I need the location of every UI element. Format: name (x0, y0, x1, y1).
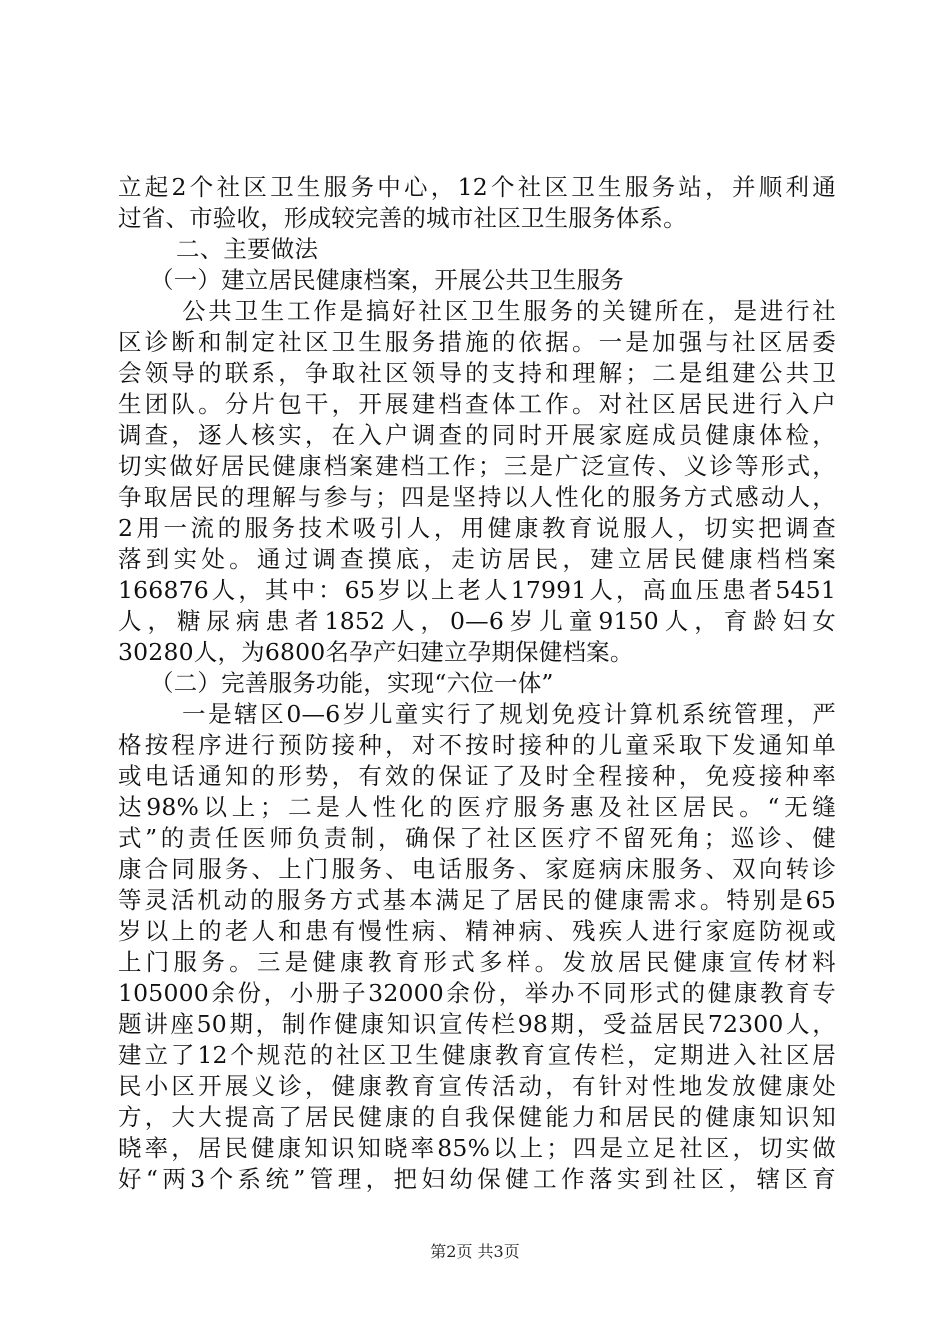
paragraph-first-line: 公共卫生工作是搞好社区卫生服务的关键所在，是进行社 (182, 297, 836, 325)
text-line: 达98%以上；二是人性化的医疗服务惠及社区居民。“无缝 (118, 793, 836, 821)
text-line: 生团队。分片包干，开展建档查体工作。对社区居民进行入户 (118, 390, 836, 418)
section-heading: 二、主要做法 (176, 235, 319, 263)
text-line: 落到实处。通过调查摸底，走访居民，建立居民健康档档案 (118, 545, 836, 573)
text-line: 区诊断和制定社区卫生服务措施的依据。一是加强与社区居委 (118, 328, 836, 356)
subsection-heading: （二）完善服务功能，实现“六位一体” (150, 669, 554, 697)
text-line: 式”的责任医师负责制，确保了社区医疗不留死角；巡诊、健 (118, 824, 836, 852)
text-line: 上门服务。三是健康教育形式多样。发放居民健康宣传材料 (118, 948, 836, 976)
text-line: 好“两3个系统”管理，把妇幼保健工作落实到社区，辖区育 (118, 1165, 836, 1193)
text-line: 调查，逐人核实，在入户调查的同时开展家庭成员健康体检， (118, 421, 836, 449)
text-line: 建立了12个规范的社区卫生健康教育宣传栏，定期进入社区居 (118, 1041, 836, 1069)
text-line: 切实做好居民健康档案建档工作；三是广泛宣传、义诊等形式， (118, 452, 836, 480)
document-body (118, 172, 836, 1195)
text-line: 格按程序进行预防接种，对不按时接种的儿童采取下发通知单 (118, 731, 836, 759)
text-line: 等灵活机动的服务方式基本满足了居民的健康需求。特别是65 (118, 886, 836, 914)
text-line: 晓率，居民健康知识知晓率85%以上；四是立足社区，切实做 (118, 1134, 836, 1162)
text-line: 岁以上的老人和患有慢性病、精神病、残疾人进行家庭防视或 (118, 917, 836, 945)
text-line: 方，大大提高了居民健康的自我保健能力和居民的健康知识知 (118, 1103, 836, 1131)
text-line: 争取居民的理解与参与；四是坚持以人性化的服务方式感动人， (118, 483, 836, 511)
text-line: 人，糖尿病患者1852人，0—6岁儿童9150人，育龄妇女 (118, 607, 836, 635)
page-footer: 第2页 共3页 (430, 1242, 520, 1261)
text-line: 康合同服务、上门服务、电话服务、家庭病床服务、双向转诊 (118, 855, 836, 883)
text-line: 过省、市验收，形成较完善的城市社区卫生服务体系。 (118, 204, 687, 232)
text-line: 民小区开展义诊，健康教育宣传活动，有针对性地发放健康处 (118, 1072, 836, 1100)
text-line: 30280人，为6800名孕产妇建立孕期保健档案。 (118, 638, 634, 666)
text-line: 166876人，其中：65岁以上老人17991人，高血压患者5451 (118, 576, 836, 604)
text-line: 会领导的联系，争取社区领导的支持和理解；二是组建公共卫 (118, 359, 836, 387)
text-line: 105000余份，小册子32000余份，举办不同形式的健康教育专 (118, 979, 836, 1007)
subsection-heading: （一）建立居民健康档案，开展公共卫生服务 (150, 266, 624, 294)
text-line: 立起2个社区卫生服务中心，12个社区卫生服务站，并顺利通 (118, 173, 836, 201)
text-line: 或电话通知的形势，有效的保证了及时全程接种，免疫接种率 (118, 762, 836, 790)
paragraph-first-line: 一是辖区0—6岁儿童实行了规划免疫计算机系统管理，严 (182, 700, 836, 728)
text-line: 2用一流的服务技术吸引人，用健康教育说服人，切实把调查 (118, 514, 836, 542)
text-line: 题讲座50期，制作健康知识宣传栏98期，受益居民72300人， (118, 1010, 836, 1038)
